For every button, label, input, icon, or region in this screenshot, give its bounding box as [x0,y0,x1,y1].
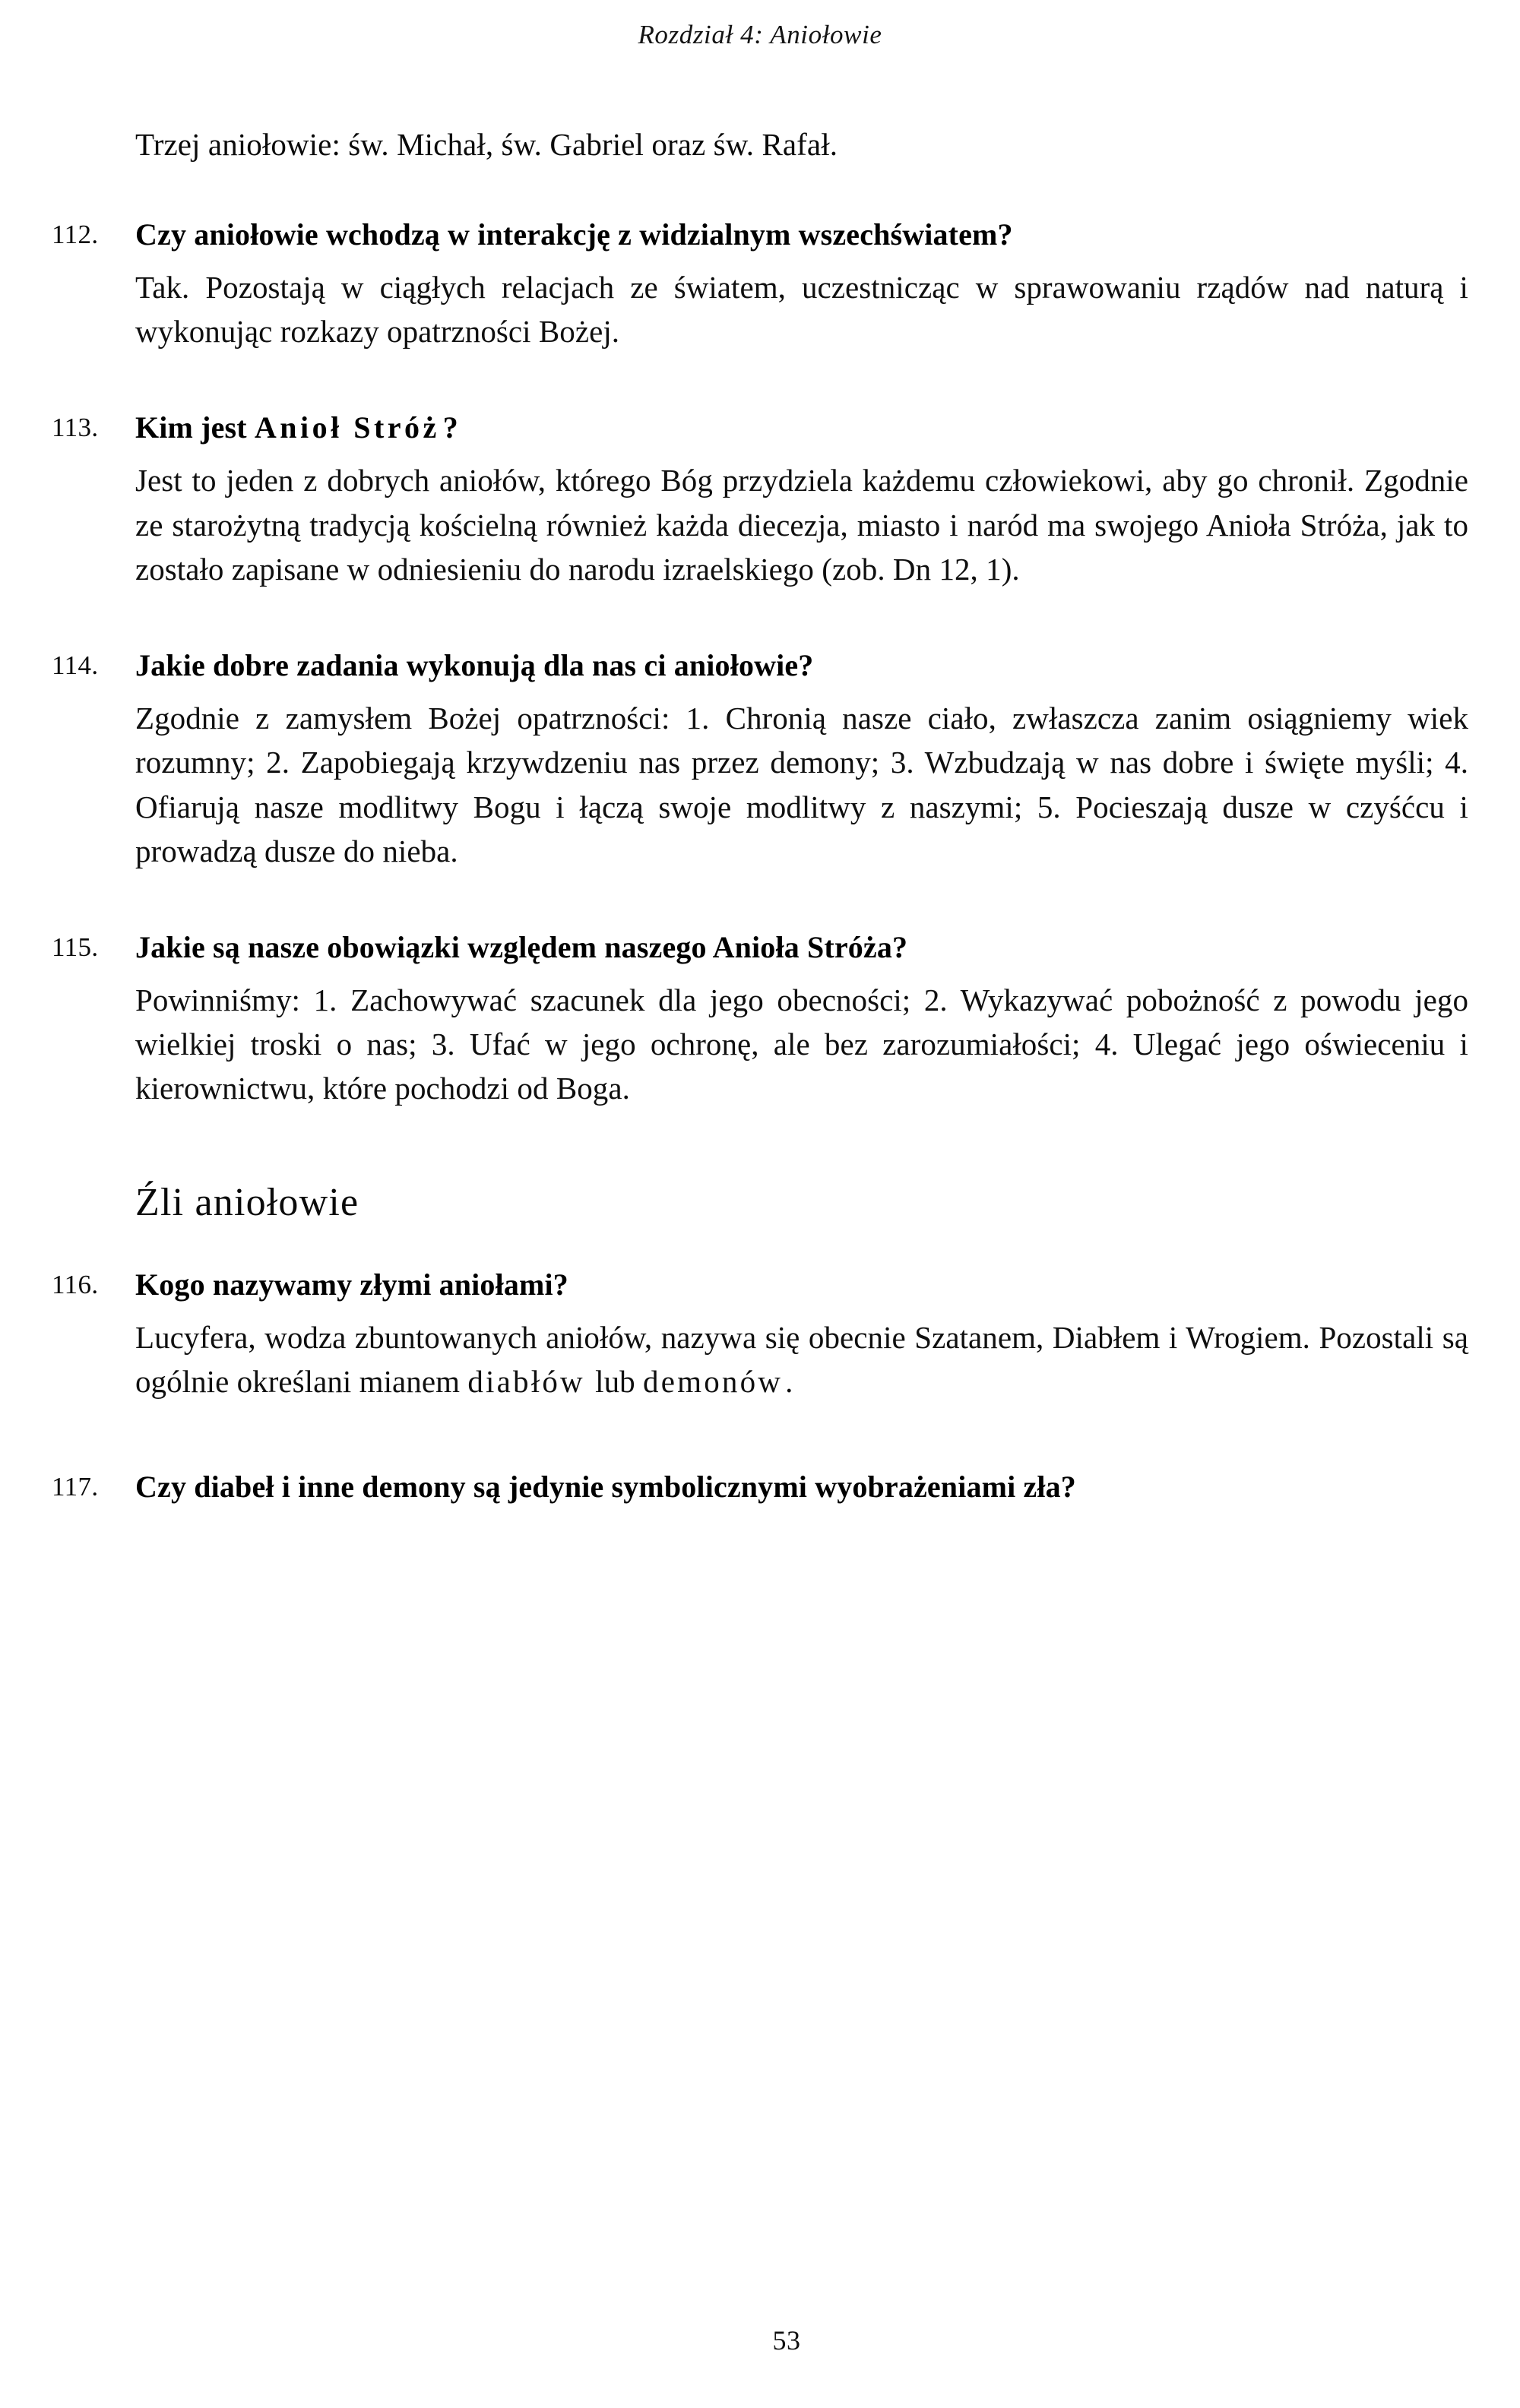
question-text [135,647,1468,684]
answer-emphasis-demonow: demonów [643,1364,784,1400]
qa-item [52,410,1468,591]
answer-text: Zgodnie z zamysłem Bożej opatrzności: 1. Chronią nasze ciało, zwłaszcza zanim osiągniemy wiek rozumny; 2. Zapobiegają krzywdzeniu nas przez demony; 3. Wzbudzają w nas dobre i święte myśli; 4. Ofiarują nasze modlitwy Bogu i łączą swoje modlitwy z naszymi; 5. Pocieszają dusze w czyśćcu i prowadzą dusze do nieba. [135,701,1468,869]
answer-emphasis-diably: diabłów [467,1364,585,1400]
qa-item [52,929,1468,1111]
page-content [52,129,1468,1505]
running-header: Rozdział 4: Aniołowie [638,20,882,49]
page-number [0,2324,1520,2356]
question-number: 112. [52,220,99,249]
question-number: 115. [52,932,99,962]
page-number-value: 53 [772,2325,801,2356]
question-text: Kogo nazywamy złymi aniołami? [135,1267,568,1302]
answer-mid: lub [587,1364,643,1400]
question-number: 113. [52,413,99,443]
question-pre: Kim jest [135,410,255,445]
answer-pre: Lucyfera, wodza zbuntowanych aniołów, nazywa się obecnie Szatanem, Diabłem i Wrogiem. Pozostali są ogólnie określani mianem [135,1319,1468,1400]
question-text [135,929,1468,966]
answer-text: Tak. Pozostają w ciągłych relacjach ze światem, uczestnicząc w sprawowaniu rządów nad naturą i wykonując rozkazy opatrzności Bożej. [135,270,1468,350]
answer-text: Powinniśmy: 1. Zachowywać szacunek dla jego obecności; 2. Wykazywać pobożność z powodu jego wielkiej troski o nas; 3. Ufać w jego ochronę, ale bez zarozumiałości; 4. Ulegać jego oświeceniu i kierownictwu, które pochodzi od Boga. [135,982,1468,1106]
answer-post: . [785,1364,793,1400]
question-text: Czy diabeł i inne demony są jedynie symbolicznymi wyobrażeniami zła? [135,1470,1076,1505]
qa-item [52,1267,1468,1403]
question-number: 117. [52,1472,99,1502]
question-emphasis: Anioł Stróż [254,410,440,445]
question-number: 114. [52,650,99,681]
section-heading: Źli aniołowie [135,1180,359,1224]
qa-item [52,217,1468,353]
lead-paragraph: Trzej aniołowie: św. Michał, św. Gabriel oraz św. Rafał. [135,127,838,162]
qa-item [52,1469,1468,1505]
question-number: 116. [52,1269,99,1299]
question-pre: Czy aniołowie wchodzą w interakcję z widzialnym wszechświatem? [135,217,1013,252]
question-pre: Jakie dobre zadania wykonują dla nas ci aniołowie? [135,648,814,683]
question-text [135,410,1468,446]
qa-item [52,647,1468,873]
answer-text: Jest to jeden z dobrych aniołów, którego Bóg przydziela każdemu człowiekowi, aby go chronił. Zgodnie ze starożytną tradycją kościelną również każda diecezja, miasto i naród ma swojego Anioła Stróża, jak to zostało zapisane w odniesieniu do narodu izraelskiego (zob. Dn 12, 1). [135,463,1468,587]
question-pre: Jakie są nasze obowiązki względem naszego Anioła Stróża? [135,929,908,964]
answer-text [135,1315,1468,1403]
question-post: ? [442,410,458,445]
question-text [135,217,1468,253]
